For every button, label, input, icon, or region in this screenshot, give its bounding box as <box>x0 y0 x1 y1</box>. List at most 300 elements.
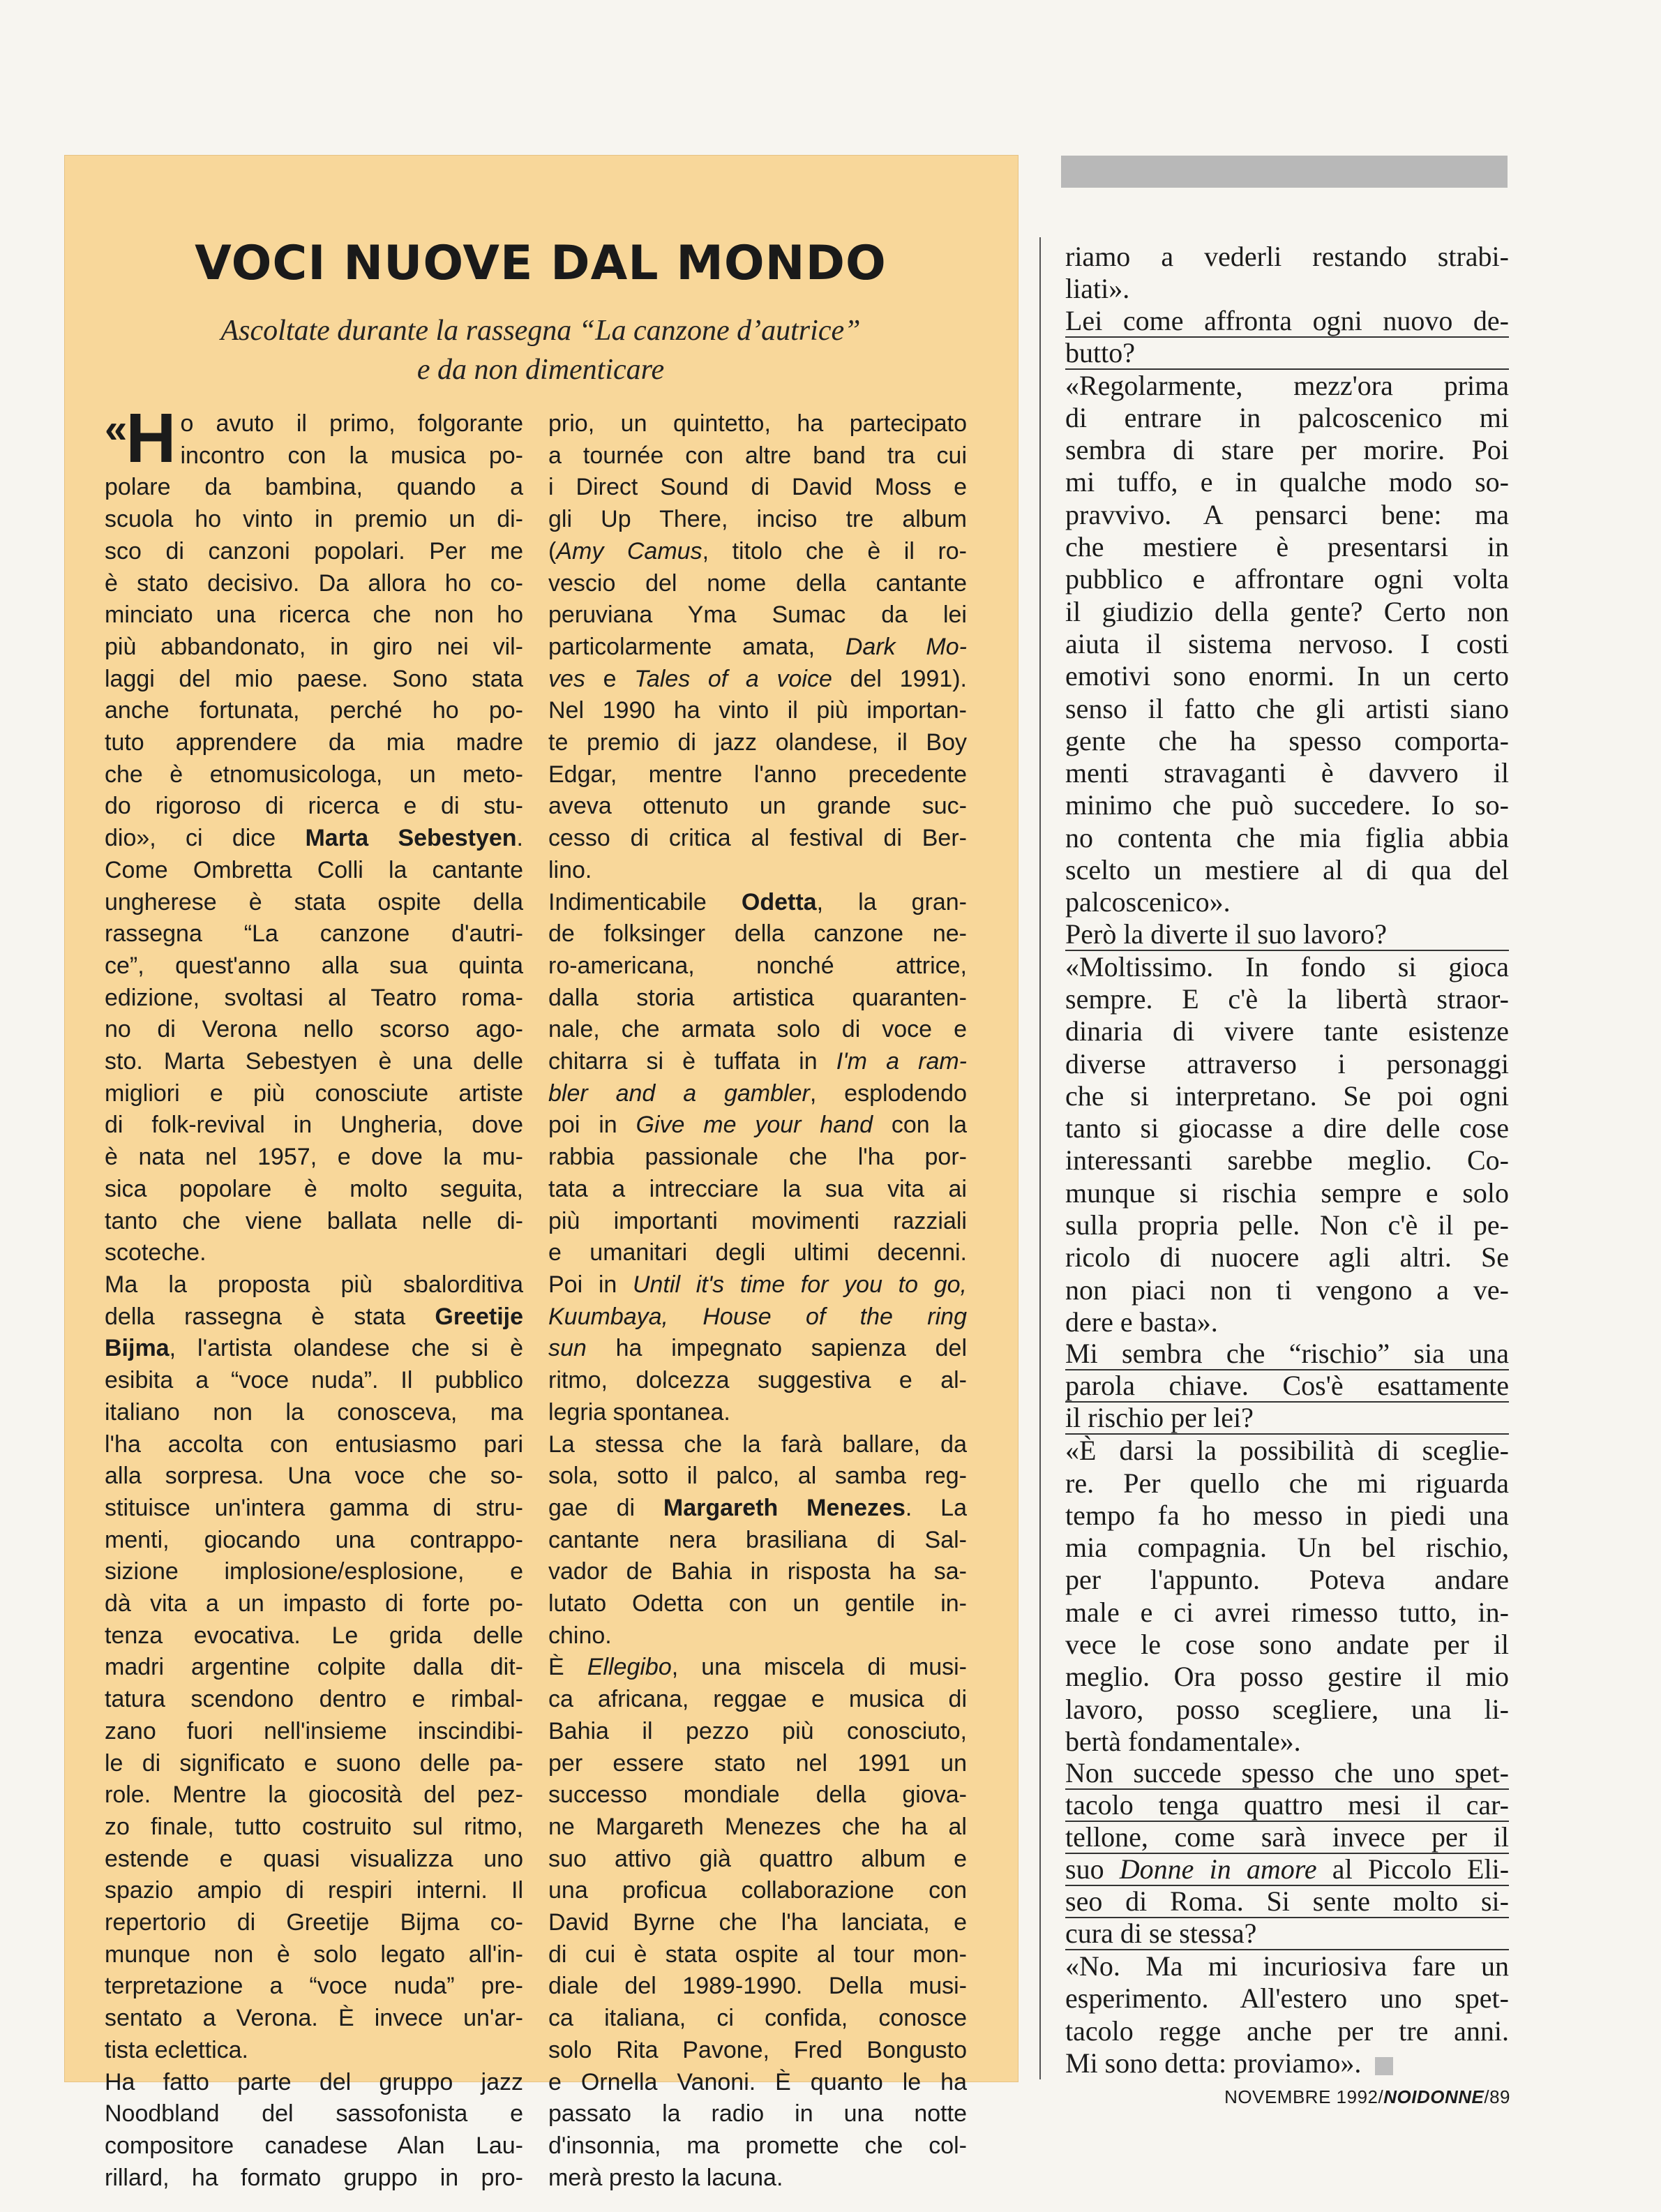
text-line <box>548 599 967 632</box>
text-line <box>548 695 967 727</box>
text-line <box>105 2003 523 2035</box>
text-line <box>1065 1629 1509 1661</box>
text-line <box>548 536 967 568</box>
text-run: rabbia passionale che l'ha por- <box>548 1144 967 1171</box>
text-run: Lei come affronta ogni nuovo de- <box>1065 304 1509 336</box>
text-run: vador de Bahia in risposta ha sa- <box>548 1558 967 1585</box>
text-run: incontro con la musica po- <box>180 442 523 469</box>
text-run: vece le cose sono andate per il <box>1065 1628 1509 1660</box>
text-run: palcoscenico». <box>1065 886 1231 918</box>
text-line <box>105 568 523 600</box>
text-run: stituisce un'intera gamma di stru- <box>105 1494 523 1521</box>
interview-question-line <box>1065 1790 1509 1822</box>
text-line <box>548 982 967 1015</box>
text-line <box>548 1779 967 1811</box>
text-line <box>1065 1435 1509 1467</box>
text-run: successo mondiale della giova- <box>548 1781 967 1809</box>
text-line <box>105 887 523 919</box>
text-run: bertà fondamentale». <box>1065 1725 1301 1757</box>
text-run: Ha fatto parte del gruppo jazz <box>105 2068 523 2095</box>
text-run: terpretazione a “voce nuda” pre- <box>105 1973 523 2000</box>
text-line <box>105 791 523 823</box>
text-line <box>105 2130 523 2162</box>
text-line <box>548 1109 967 1142</box>
text-run: sola, sotto il palco, al samba reg- <box>548 1463 967 1490</box>
text-run: di entrare in palcoscenico mi <box>1065 401 1509 433</box>
text-run: tuto apprendere da mia madre <box>105 729 523 756</box>
text-line <box>548 791 967 823</box>
text-run: del 1991). <box>832 665 968 692</box>
text-run: re. Per quello che mi riguarda <box>1065 1467 1509 1499</box>
text-line <box>548 1269 967 1301</box>
text-line <box>1065 1144 1509 1176</box>
text-run: estende e quasi visualizza uno <box>105 1845 523 1872</box>
text-line <box>1065 241 1509 273</box>
text-line <box>105 1174 523 1206</box>
text-line <box>548 1142 967 1174</box>
text-line <box>105 504 523 536</box>
text-run: , l'artista olandese che si è <box>169 1335 523 1362</box>
text-run: tacolo regge anche per tre anni. <box>1065 2015 1509 2047</box>
text-run: e <box>585 665 635 692</box>
text-run: passato la radio in una notte <box>548 2100 967 2128</box>
text-run: cura di se stessa? <box>1065 1918 1257 1950</box>
text-run: madri argentine colpite dalla dit- <box>105 1654 523 1681</box>
interview-question-line <box>1065 1918 1509 1950</box>
page-footer <box>1224 2086 1510 2108</box>
text-line <box>105 1014 523 1046</box>
text-run: ca italiana, ci confida, conosce <box>548 2005 967 2032</box>
text-line <box>105 1269 523 1301</box>
text-run: aveva ottenuto un grande suc- <box>548 793 967 820</box>
text-line <box>1065 951 1509 983</box>
text-run: pubblico e affrontare ogni volta <box>1065 563 1509 595</box>
text-line <box>548 1014 967 1046</box>
text-run: suo <box>1065 1853 1120 1885</box>
text-line <box>1065 1694 1509 1726</box>
text-run: parola chiave. Cos'è esattamente <box>1065 1370 1509 1402</box>
interview-question-line <box>1065 1886 1509 1918</box>
text-line <box>548 408 967 440</box>
text-run: dà vita a un impasto di forte po- <box>105 1590 523 1617</box>
text-run: il giudizio della gente? Certo non <box>1065 595 1509 627</box>
text-line <box>548 568 967 600</box>
text-line <box>548 1907 967 1939</box>
text-line <box>548 664 967 696</box>
text-line <box>548 1716 967 1748</box>
text-run: pravvivo. A pensarci bene: ma <box>1065 498 1509 530</box>
text-run: è stato decisivo. Da allora ho co- <box>105 569 523 597</box>
text-run: do rigoroso di ricerca e di stu- <box>105 793 523 820</box>
text-run: zano fuori nell'insieme inscindibi- <box>105 1717 523 1744</box>
text-line <box>1065 273 1509 305</box>
text-line <box>105 1460 523 1493</box>
text-line <box>1065 757 1509 789</box>
text-run: o avuto il primo, folgorante <box>180 410 523 437</box>
text-line <box>105 1907 523 1939</box>
text-run: . <box>516 825 523 852</box>
italic-title: Ellegibo <box>587 1654 672 1681</box>
text-line <box>105 982 523 1015</box>
text-run: , titolo che è il ro- <box>702 537 967 565</box>
italic-title: bler and a gambler <box>548 1079 810 1107</box>
text-line <box>548 2003 967 2035</box>
text-run: repertorio di Greetije Bijma co- <box>105 1909 523 1936</box>
text-run: ce”, quest'anno alla sua quinta <box>105 952 523 979</box>
text-line <box>105 1844 523 1876</box>
text-run: ne Margareth Menezes che ha al <box>548 1813 967 1840</box>
italic-title: Until it's time for you to go, <box>632 1271 967 1298</box>
text-line <box>1065 1306 1509 1338</box>
text-run: compositore canadese Alan Lau- <box>105 2132 523 2159</box>
text-run: esperimento. All'estero uno spet- <box>1065 1982 1509 2015</box>
text-run: rassegna “La canzone d'autri- <box>105 920 523 948</box>
text-run: role. Mentre la giocosità del pez- <box>105 1781 523 1809</box>
bold-name: Marta Sebestyen <box>305 825 517 852</box>
text-line <box>1065 1080 1509 1112</box>
text-run: Indimenticabile <box>548 888 742 916</box>
text-line <box>548 1875 967 1907</box>
text-line <box>548 440 967 472</box>
text-line <box>105 1939 523 1971</box>
text-line <box>1065 1209 1509 1241</box>
text-line <box>105 855 523 887</box>
text-run: Edgar, mentre l'anno precedente <box>548 761 967 788</box>
text-run: è nata nel 1957, e dove la mu- <box>105 1144 523 1171</box>
text-line <box>1065 1177 1509 1209</box>
text-line <box>548 918 967 950</box>
text-line <box>105 632 523 664</box>
text-run: l'ha accolta con entusiasmo pari <box>105 1430 523 1458</box>
bold-name: Margareth Menezes <box>663 1494 905 1521</box>
bold-name: Bijma <box>105 1335 170 1362</box>
text-line <box>548 2162 967 2195</box>
text-run: no di Verona nello scorso ago- <box>105 1016 523 1043</box>
text-line <box>105 1237 523 1269</box>
text-run: interessanti sarebbe meglio. Co- <box>1065 1144 1509 1176</box>
text-line <box>1065 854 1509 886</box>
text-line <box>105 1971 523 2003</box>
text-line <box>1065 1241 1509 1273</box>
text-line <box>1065 402 1509 434</box>
text-line <box>1065 370 1509 402</box>
text-line <box>105 1397 523 1429</box>
text-line <box>1065 1564 1509 1596</box>
text-line <box>105 1684 523 1716</box>
interview-question-line <box>1065 1854 1509 1886</box>
text-run: gente che ha spesso comporta- <box>1065 724 1509 756</box>
text-run: menti, giocando una contrappo- <box>105 1526 523 1553</box>
text-line <box>548 1556 967 1588</box>
text-line <box>1065 531 1509 563</box>
text-line <box>1065 1048 1509 1080</box>
text-line <box>548 2130 967 2162</box>
text-run: le di significato e suono delle pa- <box>105 1749 523 1777</box>
text-run: scuola ho vinto in premio un di- <box>105 506 523 533</box>
faint-section-heading <box>1222 102 1508 138</box>
text-line <box>548 727 967 759</box>
text-run: lino. <box>548 856 592 883</box>
text-line <box>548 1748 967 1780</box>
interview-question-line <box>1065 1403 1509 1435</box>
text-run: emotivi sono enormi. In un certo <box>1065 660 1509 692</box>
text-line <box>548 1174 967 1206</box>
text-line <box>548 1429 967 1461</box>
text-run: «È darsi la possibilità di sceglie- <box>1065 1435 1509 1467</box>
text-run: polare da bambina, quando a <box>105 474 523 501</box>
text-run: gli Up There, inciso tre album <box>548 506 967 533</box>
footer-issue: NOVEMBRE 1992/ <box>1224 2086 1384 2107</box>
bold-name: Odetta <box>741 888 817 916</box>
text-run: Bahia il pezzo più conosciuto, <box>548 1717 967 1744</box>
text-run: tanto si giocasse a dire delle cose <box>1065 1112 1509 1144</box>
text-run: sica popolare è molto seguita, <box>105 1175 523 1202</box>
column-divider-rule <box>1039 237 1041 2079</box>
text-line <box>548 759 967 791</box>
text-line <box>105 1493 523 1525</box>
text-line <box>105 1875 523 1907</box>
italic-title: I'm a ram- <box>836 1048 967 1075</box>
text-line <box>105 2067 523 2099</box>
text-run: il rischio per lei? <box>1065 1402 1254 1434</box>
text-line <box>548 1333 967 1365</box>
text-run: tata a intrecciare la sua vita ai <box>548 1175 967 1202</box>
text-run: d'insonnia, ma promette che col- <box>548 2132 967 2159</box>
text-line <box>548 1460 967 1493</box>
text-line <box>1065 1015 1509 1047</box>
text-line <box>105 1779 523 1811</box>
text-run: minimo che può succedere. Io so- <box>1065 789 1509 821</box>
text-run: più importanti movimenti razziali <box>548 1207 967 1234</box>
text-run: munque non è solo legato all'in- <box>105 1941 523 1968</box>
text-run: mia compagnia. Un bel rischio, <box>1065 1532 1509 1564</box>
text-run: È <box>548 1654 587 1681</box>
text-run: tacolo tenga quattro mesi il car- <box>1065 1789 1509 1821</box>
text-line <box>548 1939 967 1971</box>
text-run: menti stravaganti è davvero il <box>1065 757 1509 789</box>
text-run: aiuta il sistema nervoso. I costi <box>1065 627 1509 659</box>
text-run: lutato Odetta con un gentile in- <box>548 1590 967 1617</box>
end-of-article-square <box>1375 2057 1393 2075</box>
text-run: ricolo di nuocere agli altri. Se <box>1065 1241 1509 1273</box>
text-run: particolarmente amata, <box>548 633 845 660</box>
interview-question-line <box>1065 1758 1509 1790</box>
text-line <box>105 1046 523 1078</box>
text-line <box>180 440 523 472</box>
text-line <box>548 1684 967 1716</box>
text-run: dinaria di vivere tante esistenze <box>1065 1015 1509 1047</box>
interview-question-line <box>1065 1370 1509 1403</box>
text-line <box>105 1652 523 1684</box>
text-run: i Direct Sound di David Moss e <box>548 474 967 501</box>
text-line <box>105 950 523 982</box>
text-run: Non succede spesso che uno spet- <box>1065 1757 1509 1789</box>
text-line <box>105 1142 523 1174</box>
text-run: senso il fatto che gli artisti siano <box>1065 692 1509 724</box>
text-line <box>105 2162 523 2195</box>
text-run: sentato a Verona. È invece un'ar- <box>105 2005 523 2032</box>
article-left-column <box>105 399 523 2194</box>
text-line <box>1065 563 1509 595</box>
text-line <box>548 950 967 982</box>
text-run: rillard, ha formato gruppo in pro- <box>105 2164 523 2191</box>
text-line <box>548 1971 967 2003</box>
text-run: Nel 1990 ha vinto il più importan- <box>548 697 967 724</box>
text-run: «Regolarmente, mezz'ora prima <box>1065 369 1509 401</box>
text-run: cesso di critica al festival di Ber- <box>548 825 967 852</box>
text-run: a tournée con altre band tra cui <box>548 442 967 469</box>
text-run: più abbandonato, in giro nei vil- <box>105 633 523 660</box>
text-line <box>1065 1500 1509 1532</box>
article-subtitle <box>64 311 1017 389</box>
text-run: dio», ci dice <box>105 825 306 852</box>
text-run: zo finale, tutto costruito sul ritmo, <box>105 1813 523 1840</box>
text-run: sempre. E c'è la libertà straor- <box>1065 982 1509 1015</box>
text-line <box>1065 1950 1509 1982</box>
text-line <box>548 1397 967 1429</box>
text-line <box>105 727 523 759</box>
text-line <box>1065 466 1509 498</box>
text-run: migliori e più conosciute artiste <box>105 1079 523 1107</box>
italic-title: Kuumbaya, House of the ring <box>548 1303 967 1330</box>
text-line <box>1065 596 1509 628</box>
text-run: . La <box>905 1494 967 1521</box>
text-line <box>1065 2047 1509 2079</box>
interview-question-line <box>1065 306 1509 338</box>
text-line <box>1065 434 1509 466</box>
text-line <box>105 1429 523 1461</box>
text-run: suo attivo già quattro album e <box>548 1845 967 1872</box>
text-run: non piaci non ti vengono a ve- <box>1065 1273 1509 1306</box>
dropcap-letter: H <box>126 399 176 477</box>
text-line <box>1065 1274 1509 1306</box>
text-run: che si interpretano. Se poi ogni <box>1065 1079 1509 1112</box>
text-line <box>1065 1467 1509 1500</box>
text-line <box>548 823 967 855</box>
text-run: Però la diverte il suo lavoro? <box>1065 918 1387 950</box>
text-run: liati». <box>1065 273 1130 305</box>
text-run: meglio. Ora posso gestire il mio <box>1065 1661 1509 1693</box>
text-line <box>548 1493 967 1525</box>
interview-column <box>1065 241 1509 2079</box>
text-run: ritmo, dolcezza suggestiva e al- <box>548 1367 967 1394</box>
text-run: tista eclettica. <box>105 2036 248 2063</box>
text-line <box>1065 1597 1509 1629</box>
text-run: diverse attraverso i personaggi <box>1065 1047 1509 1079</box>
text-run: diale del 1989-1990. Della musi- <box>548 1973 967 2000</box>
text-line <box>1065 660 1509 692</box>
text-line <box>1065 789 1509 821</box>
text-run: poi in <box>548 1112 636 1139</box>
text-run: La stessa che la farà ballare, da <box>548 1430 967 1458</box>
text-line <box>548 2067 967 2099</box>
text-run: de folksinger della canzone ne- <box>548 920 967 948</box>
text-run: «Moltissimo. In fondo si gioca <box>1065 950 1509 982</box>
footer-page-number: /89 <box>1484 2086 1510 2107</box>
text-run: chino. <box>548 1622 612 1649</box>
text-line <box>1065 822 1509 854</box>
dropcap-paragraph-start <box>105 399 523 477</box>
text-line <box>1065 1112 1509 1144</box>
text-line <box>548 1301 967 1333</box>
article-headline: VOCI NUOVE DAL MONDO <box>195 236 887 291</box>
text-run: di cui è stata ospite al tour mon- <box>548 1941 967 1968</box>
text-run: italiano non la conosceva, ma <box>105 1398 523 1426</box>
text-line <box>105 1333 523 1365</box>
text-line <box>1065 2015 1509 2047</box>
italic-title: ves <box>548 665 585 692</box>
text-run: riamo a vederli restando strabi- <box>1065 241 1509 272</box>
text-run: per essere stato nel 1991 un <box>548 1749 967 1777</box>
text-line <box>548 1844 967 1876</box>
text-run: David Byrne che l'ha lanciata, e <box>548 1909 967 1936</box>
text-line <box>105 1301 523 1333</box>
text-run: ha impegnato sapienza del <box>586 1335 967 1362</box>
text-run: «No. Ma mi incuriosiva fare un <box>1065 1950 1509 1982</box>
text-line <box>548 472 967 504</box>
text-run: peruviana Yma Sumac da lei <box>548 601 967 629</box>
text-line <box>105 1078 523 1110</box>
text-line <box>548 1206 967 1238</box>
text-run: ca africana, reggae e musica di <box>548 1686 967 1713</box>
text-run: tellone, come sarà invece per il <box>1065 1821 1509 1853</box>
text-line <box>548 1525 967 1557</box>
text-run: sto. Marta Sebestyen è una delle <box>105 1048 523 1075</box>
text-run: di folk-revival in Ungheria, dove <box>105 1112 523 1139</box>
text-run: Mi sono detta: proviamo». <box>1065 2047 1362 2079</box>
subtitle-line: Ascoltate durante la rassegna “La canzone d’autrice” <box>220 315 861 347</box>
interview-question-line <box>1065 338 1509 370</box>
text-line <box>105 695 523 727</box>
text-run: sembra di stare per morire. Poi <box>1065 434 1509 466</box>
subtitle-line: e da non dimenticare <box>416 354 665 386</box>
text-line <box>105 1811 523 1844</box>
article-middle-column <box>548 408 967 2194</box>
text-run: mi tuffo, e in qualche modo so- <box>1065 466 1509 498</box>
text-run: minciato una ricerca che non ho <box>105 601 523 629</box>
text-run: sizione implosione/esplosione, e <box>105 1558 523 1585</box>
text-line <box>548 2035 967 2067</box>
text-line <box>180 408 523 440</box>
text-run: tempo fa ho messo in piedi una <box>1065 1499 1509 1531</box>
text-run: e Ornella Vanoni. È quanto le ha <box>548 2068 967 2095</box>
italic-title: Tales of a voice <box>634 665 832 692</box>
italic-title: sun <box>548 1335 587 1362</box>
text-run: Poi in <box>548 1271 633 1298</box>
text-run: lavoro, posso scegliere, una li- <box>1065 1693 1509 1725</box>
text-line <box>548 504 967 536</box>
text-run: che è etnomusicologa, un meto- <box>105 761 523 788</box>
text-run: per l'appunto. Poteva andare <box>1065 1564 1509 1596</box>
text-run: dalla storia artistica quaranten- <box>548 984 967 1011</box>
text-run: ungherese è stata ospite della <box>105 888 523 916</box>
dropcap-quote: « <box>105 406 123 451</box>
italic-title: Donne in amore <box>1119 1853 1317 1885</box>
text-line <box>548 887 967 919</box>
text-line <box>105 2035 523 2067</box>
footer-magazine: NOIDONNE <box>1383 2086 1485 2107</box>
text-run: con la <box>873 1112 967 1139</box>
text-line <box>105 1588 523 1620</box>
text-run: una proficua collaborazione con <box>548 1877 967 1904</box>
text-line <box>1065 1661 1509 1693</box>
text-run: , la gran- <box>816 888 967 916</box>
text-run: spazio ampio di respiri interni. Il <box>105 1877 523 1904</box>
section-grey-bar <box>1061 156 1508 188</box>
text-run: della rassegna è stata <box>105 1303 435 1330</box>
text-run: Come Ombretta Colli la cantante <box>105 856 523 883</box>
text-line <box>105 599 523 632</box>
